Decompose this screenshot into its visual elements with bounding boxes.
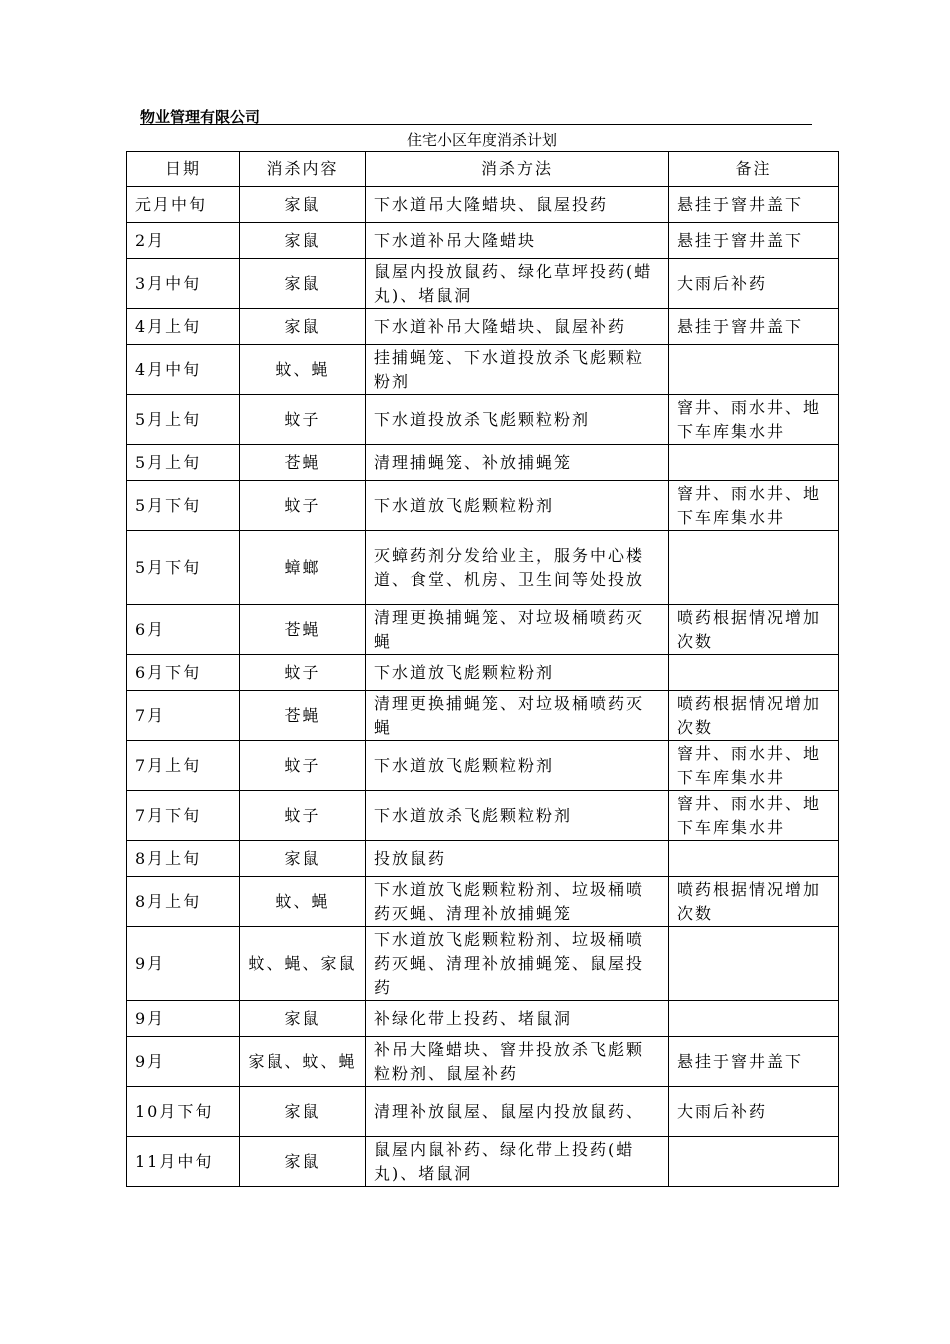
- cell-target: 家鼠: [240, 841, 366, 877]
- cell-date: 11月中旬: [127, 1137, 240, 1187]
- cell-note: [669, 841, 839, 877]
- cell-target: 苍蝇: [240, 605, 366, 655]
- cell-target: 家鼠: [240, 1087, 366, 1137]
- table-row: [127, 605, 839, 655]
- table-row: [127, 531, 839, 605]
- cell-target: 蚊、蝇: [240, 345, 366, 395]
- table-row: [127, 259, 839, 309]
- cell-note: 窨井、雨水井、地下车库集水井: [669, 395, 839, 445]
- cell-target: 蚊子: [240, 791, 366, 841]
- cell-target: 蚊、蝇: [240, 877, 366, 927]
- table-row: [127, 1037, 839, 1087]
- cell-date: 10月下旬: [127, 1087, 240, 1137]
- cell-method: 下水道放飞彪颗粒粉剂、垃圾桶喷药灭蝇、清理补放捕蝇笼: [366, 877, 669, 927]
- cell-method: 鼠屋内鼠补药、绿化带上投药(蜡丸)、堵鼠洞: [366, 1137, 669, 1187]
- cell-note: 悬挂于窨井盖下: [669, 1037, 839, 1087]
- cell-note: 悬挂于窨井盖下: [669, 309, 839, 345]
- cell-target: 蚊子: [240, 395, 366, 445]
- cell-date: 9月: [127, 1001, 240, 1037]
- cell-target: 苍蝇: [240, 691, 366, 741]
- cell-note: 喷药根据情况增加次数: [669, 877, 839, 927]
- cell-note: [669, 345, 839, 395]
- cell-target: 家鼠、蚊、蝇: [240, 1037, 366, 1087]
- cell-note: 悬挂于窨井盖下: [669, 187, 839, 223]
- cell-note: 大雨后补药: [669, 1087, 839, 1137]
- pest-control-plan-table: [126, 151, 839, 1187]
- table-body: [127, 187, 839, 1187]
- cell-target: 蚊、蝇、家鼠: [240, 927, 366, 1001]
- cell-target: 蚊子: [240, 481, 366, 531]
- cell-method: 下水道放飞彪颗粒粉剂: [366, 741, 669, 791]
- cell-date: 7月下旬: [127, 791, 240, 841]
- header-divider: [140, 124, 812, 125]
- cell-note: 喷药根据情况增加次数: [669, 605, 839, 655]
- cell-target: 家鼠: [240, 187, 366, 223]
- cell-method: 清理更换捕蝇笼、对垃圾桶喷药灭蝇: [366, 605, 669, 655]
- cell-method: 补吊大隆蜡块、窨井投放杀飞彪颗粒粉剂、鼠屋补药: [366, 1037, 669, 1087]
- cell-method: 投放鼠药: [366, 841, 669, 877]
- cell-note: 窨井、雨水井、地下车库集水井: [669, 741, 839, 791]
- cell-note: 窨井、雨水井、地下车库集水井: [669, 791, 839, 841]
- cell-date: 5月下旬: [127, 481, 240, 531]
- cell-note: [669, 1137, 839, 1187]
- cell-date: 9月: [127, 1037, 240, 1087]
- cell-date: 9月: [127, 927, 240, 1001]
- table-row: [127, 877, 839, 927]
- cell-method: 清理更换捕蝇笼、对垃圾桶喷药灭蝇: [366, 691, 669, 741]
- column-header-note: 备注: [669, 152, 839, 187]
- cell-target: 蚊子: [240, 741, 366, 791]
- cell-date: 4月上旬: [127, 309, 240, 345]
- cell-note: [669, 1001, 839, 1037]
- cell-target: 蟑螂: [240, 531, 366, 605]
- cell-method: 下水道放飞彪颗粒粉剂: [366, 655, 669, 691]
- cell-method: 下水道放飞彪颗粒粉剂、垃圾桶喷药灭蝇、清理补放捕蝇笼、鼠屋投药: [366, 927, 669, 1001]
- cell-method: 灭蟑药剂分发给业主，服务中心楼道、食堂、机房、卫生间等处投放: [366, 531, 669, 605]
- cell-note: [669, 531, 839, 605]
- table-row: [127, 345, 839, 395]
- cell-method: 清理补放鼠屋、鼠屋内投放鼠药、: [366, 1087, 669, 1137]
- cell-date: 7月上旬: [127, 741, 240, 791]
- table-row: [127, 791, 839, 841]
- cell-note: [669, 927, 839, 1001]
- table-row: [127, 1001, 839, 1037]
- cell-note: [669, 655, 839, 691]
- cell-note: 悬挂于窨井盖下: [669, 223, 839, 259]
- cell-target: 家鼠: [240, 223, 366, 259]
- table-row: [127, 927, 839, 1001]
- cell-target: 苍蝇: [240, 445, 366, 481]
- table-row: [127, 187, 839, 223]
- table-row: [127, 655, 839, 691]
- cell-date: 6月下旬: [127, 655, 240, 691]
- cell-target: 家鼠: [240, 1137, 366, 1187]
- table-row: [127, 691, 839, 741]
- table-row: [127, 481, 839, 531]
- cell-method: 下水道补吊大隆蜡块、鼠屋补药: [366, 309, 669, 345]
- cell-note: [669, 445, 839, 481]
- cell-target: 家鼠: [240, 1001, 366, 1037]
- cell-date: 5月下旬: [127, 531, 240, 605]
- cell-date: 6月: [127, 605, 240, 655]
- table-row: [127, 841, 839, 877]
- cell-date: 5月上旬: [127, 395, 240, 445]
- table-row: [127, 223, 839, 259]
- table-row: [127, 309, 839, 345]
- cell-method: 挂捕蝇笼、下水道投放杀飞彪颗粒粉剂: [366, 345, 669, 395]
- column-header-target: 消杀内容: [240, 152, 366, 187]
- column-header-method: 消杀方法: [366, 152, 669, 187]
- cell-method: 下水道吊大隆蜡块、鼠屋投药: [366, 187, 669, 223]
- cell-date: 8月上旬: [127, 841, 240, 877]
- table-row: [127, 445, 839, 481]
- cell-note: 大雨后补药: [669, 259, 839, 309]
- cell-target: 家鼠: [240, 259, 366, 309]
- cell-method: 下水道补吊大隆蜡块: [366, 223, 669, 259]
- table-row: [127, 741, 839, 791]
- cell-note: 窨井、雨水井、地下车库集水井: [669, 481, 839, 531]
- cell-date: 8月上旬: [127, 877, 240, 927]
- cell-method: 下水道放飞彪颗粒粉剂: [366, 481, 669, 531]
- table-row: [127, 1137, 839, 1187]
- column-header-date: 日期: [127, 152, 240, 187]
- cell-date: 5月上旬: [127, 445, 240, 481]
- cell-method: 下水道投放杀飞彪颗粒粉剂: [366, 395, 669, 445]
- table-row: [127, 395, 839, 445]
- cell-method: 鼠屋内投放鼠药、绿化草坪投药(蜡丸)、堵鼠洞: [366, 259, 669, 309]
- cell-date: 元月中旬: [127, 187, 240, 223]
- company-name: 物业管理有限公司: [140, 108, 261, 126]
- cell-date: 4月中旬: [127, 345, 240, 395]
- cell-target: 蚊子: [240, 655, 366, 691]
- cell-target: 家鼠: [240, 309, 366, 345]
- cell-method: 清理捕蝇笼、补放捕蝇笼: [366, 445, 669, 481]
- cell-date: 7月: [127, 691, 240, 741]
- cell-note: 喷药根据情况增加次数: [669, 691, 839, 741]
- table-header-row: [127, 152, 839, 187]
- cell-date: 3月中旬: [127, 259, 240, 309]
- cell-method: 下水道放杀飞彪颗粒粉剂: [366, 791, 669, 841]
- cell-method: 补绿化带上投药、堵鼠洞: [366, 1001, 669, 1037]
- document-title: 住宅小区年度消杀计划: [406, 131, 557, 149]
- table-row: [127, 1087, 839, 1137]
- cell-date: 2月: [127, 223, 240, 259]
